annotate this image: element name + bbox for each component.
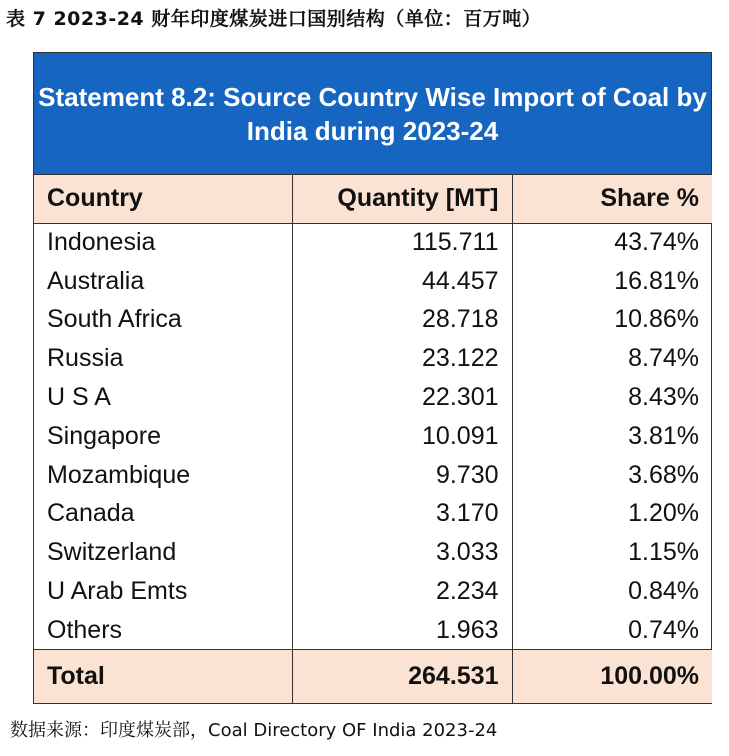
table-row	[34, 495, 712, 534]
table-row	[34, 572, 712, 611]
header-quantity: Quantity [MT]	[292, 175, 512, 223]
table-row	[34, 611, 712, 650]
banner-title-line-2: India during 2023-24	[246, 115, 499, 146]
country-cell: Russia	[47, 344, 124, 373]
quantity-cell: 10.091	[292, 417, 512, 456]
quantity-cell: 22.301	[292, 378, 512, 417]
table-row	[34, 339, 712, 378]
country-cell: Switzerland	[47, 538, 177, 567]
quantity-cell: 2.234	[292, 572, 512, 611]
country-cell: Others	[47, 615, 123, 644]
share-cell: 1.20%	[512, 495, 712, 534]
share-cell: 0.84%	[512, 572, 712, 611]
statement-table	[33, 52, 712, 704]
total-share: 100.00%	[512, 650, 712, 703]
quantity-cell: 3.170	[292, 495, 512, 534]
quantity-cell: 115.711	[292, 223, 512, 262]
header-country: Country	[34, 175, 292, 223]
total-row	[34, 650, 712, 703]
banner-title-line-1: Statement 8.2: Source Country Wise Import of Coal by	[38, 81, 707, 112]
country-cell: U S A	[47, 383, 111, 412]
country-cell: Indonesia	[47, 228, 156, 257]
country-cell: U Arab Emts	[47, 577, 188, 606]
table-row	[34, 533, 712, 572]
country-cell: Mozambique	[47, 460, 191, 489]
quantity-cell: 23.122	[292, 339, 512, 378]
table-row	[34, 378, 712, 417]
quantity-cell: 28.718	[292, 301, 512, 340]
total-quantity: 264.531	[292, 650, 512, 703]
import-table	[34, 175, 712, 703]
quantity-cell: 1.963	[292, 611, 512, 650]
share-cell: 10.86%	[512, 301, 712, 340]
source-note: 数据来源：印度煤炭部，Coal Directory OF India 2023-24	[10, 720, 498, 741]
table-row	[34, 262, 712, 301]
quantity-cell: 9.730	[292, 456, 512, 495]
header-share: Share %	[512, 175, 712, 223]
table-row	[34, 417, 712, 456]
share-cell: 0.74%	[512, 611, 712, 650]
country-cell: South Africa	[47, 305, 182, 334]
quantity-cell: 3.033	[292, 533, 512, 572]
share-cell: 8.74%	[512, 339, 712, 378]
table-row	[34, 223, 712, 262]
share-cell: 3.68%	[512, 456, 712, 495]
table-row	[34, 301, 712, 340]
share-cell: 43.74%	[512, 223, 712, 262]
share-cell: 3.81%	[512, 417, 712, 456]
share-cell: 8.43%	[512, 378, 712, 417]
country-cell: Australia	[47, 266, 145, 295]
header-row	[34, 175, 712, 223]
share-cell: 16.81%	[512, 262, 712, 301]
total-label: Total	[34, 650, 292, 703]
table-caption: 表 7 2023-24 财年印度煤炭进口国别结构（单位：百万吨）	[6, 8, 542, 30]
statement-banner	[34, 53, 711, 175]
country-cell: Canada	[47, 499, 135, 528]
quantity-cell: 44.457	[292, 262, 512, 301]
share-cell: 1.15%	[512, 533, 712, 572]
country-cell: Singapore	[47, 421, 161, 450]
table-row	[34, 456, 712, 495]
